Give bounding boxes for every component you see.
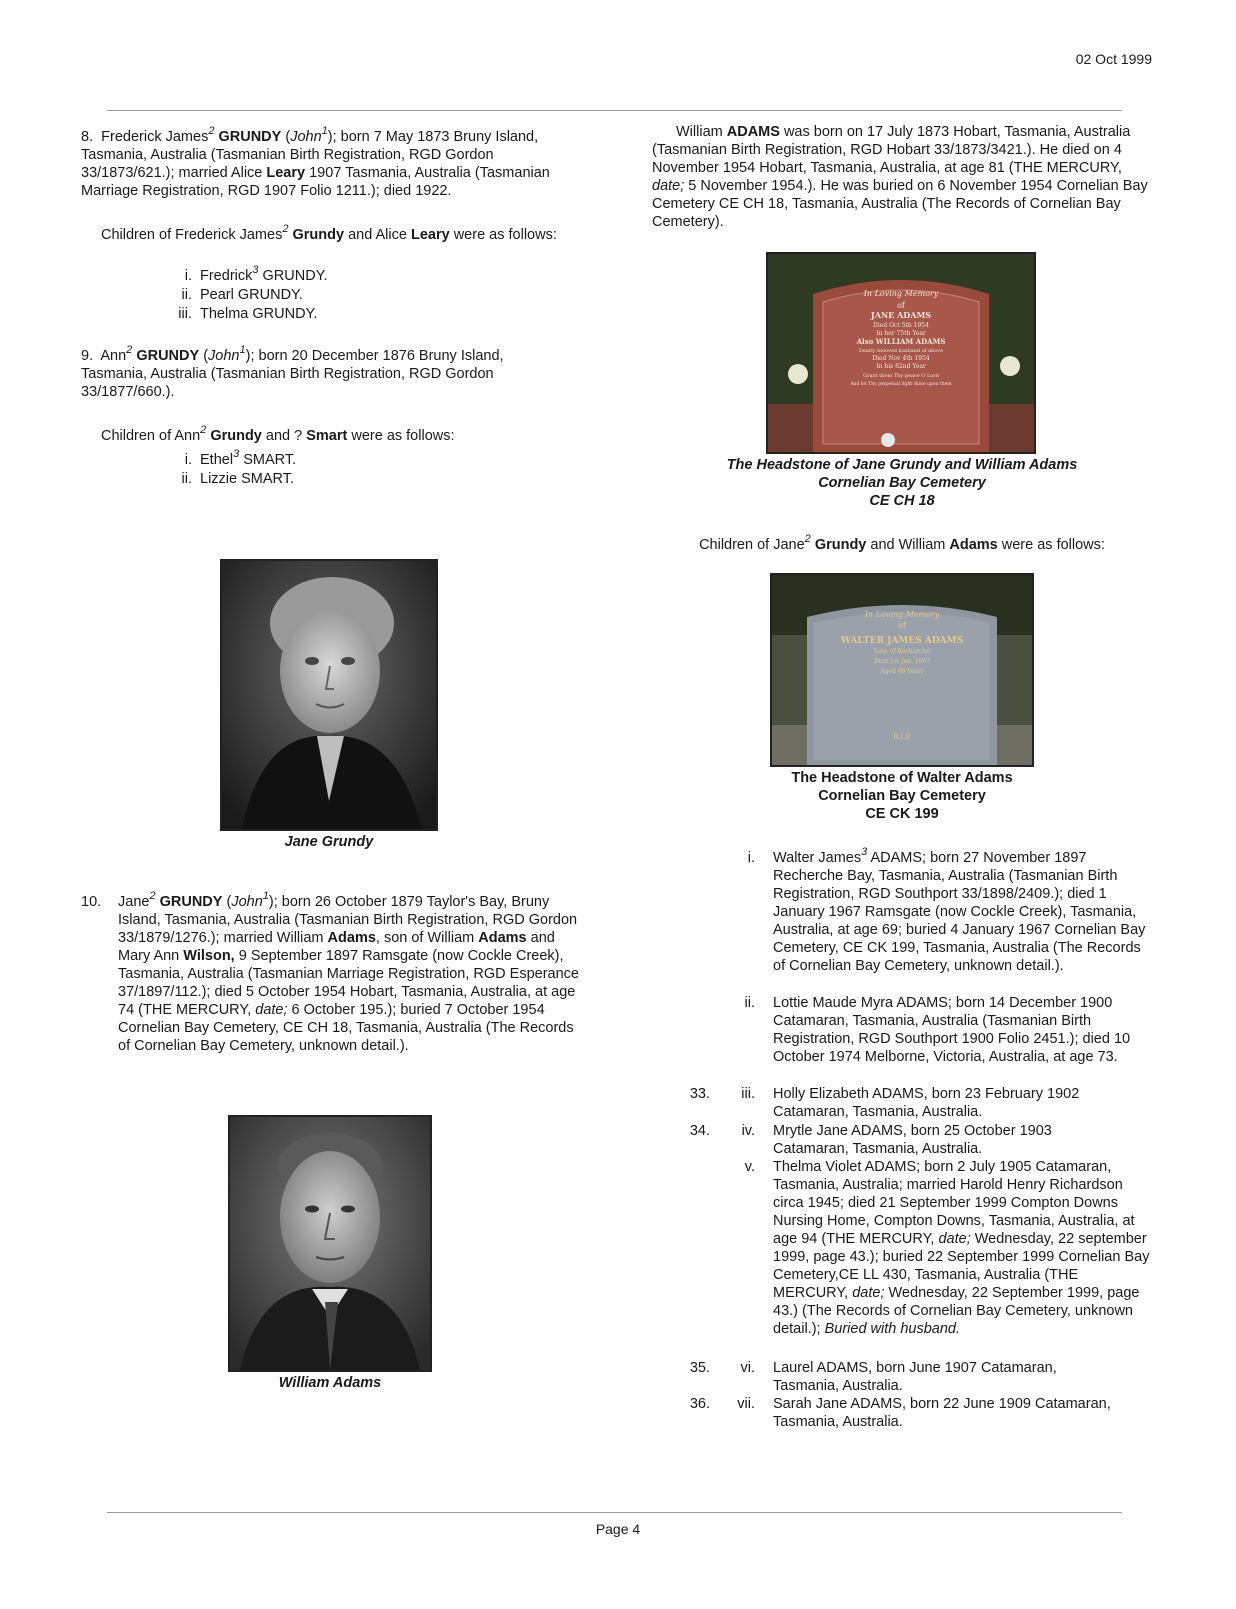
- william-adams-photo: [228, 1115, 432, 1372]
- portrait-woman-image: [222, 561, 436, 829]
- svg-text:WALTER JAMES ADAMS: WALTER JAMES ADAMS: [840, 636, 964, 646]
- william-adams-bio: William ADAMS was born on 17 July 1873 Hobart, Tasmania, Australia (Tasmanian Birth Registration, RGD Hobart 33/1873/3421.). He died on 4 November 1954 Hobart, Tasmania, Australia, at age 81 (THE MERCURY, date; 5 November 1954.). He was buried on 6 November 1954 Cornelian Bay Cemetery CE CH 18, Tasmania, Australia (The Records of Cornelian Bay Cemetery).: [652, 124, 1148, 230]
- portrait-man-image: [230, 1117, 430, 1370]
- headstone-jane-william-photo: [766, 252, 1036, 454]
- svg-text:Died Nov 4th 1954: Died Nov 4th 1954: [872, 355, 930, 362]
- svg-text:In her 75th Year: In her 75th Year: [876, 330, 926, 337]
- jane-grundy-caption: Jane Grundy: [284, 834, 374, 850]
- entry-8: 8. Frederick James$^2$ GRUNDY (John$^1$); born 7 May 1873 Bruny Island, Tasmania, Australia (Tasmanian Birth Registration, RGD Gordon 33/1873/621.); married Alice Leary 1907 Tasmania, Australia (Tasmanian Marriage Registration, RGD 1907 Folio 1211.); died 1922.: [81, 125, 550, 199]
- svg-text:Died Oct 5th 1954: Died Oct 5th 1954: [873, 322, 929, 329]
- entry-9: 9. Ann$^2$ GRUNDY (John$^1$); born 20 December 1876 Bruny Island, Tasmania, Australia (Tasmanian Birth Registration, RGD Gordon 33/1877/660.).: [81, 344, 504, 400]
- adams-children-intro: Children of Jane$^2$ Grundy and William Adams were as follows:: [699, 533, 1105, 553]
- entry-8-children-intro: Children of Frederick James$^2$ Grundy and Alice Leary were as follows:: [101, 223, 557, 243]
- svg-text:Also WILLIAM ADAMS: Also WILLIAM ADAMS: [856, 337, 946, 346]
- jane-grundy-photo: [220, 559, 438, 831]
- svg-text:In his 82nd Year: In his 82nd Year: [876, 363, 926, 370]
- headstone-image: [772, 575, 1032, 765]
- svg-text:of: of: [898, 621, 906, 630]
- child-text: Mrytle Jane ADAMS, born 25 October 1903 Catamaran, Tasmania, Australia.: [773, 1123, 1052, 1157]
- child-text: Laurel ADAMS, born June 1907 Catamaran, Tasmania, Australia.: [773, 1360, 1057, 1394]
- svg-text:R.I.P.: R.I.P.: [892, 733, 912, 741]
- child-text: Walter James$^3$ ADAMS; born 27 November 1897 Recherche Bay, Tasmania, Australia (Tasmanian Birth Registration, RGD Southport 33/1898/2409.); died 1 January 1967 Ramsgate (now Cockle Creek), Tasmania, Australia, at age 69; buried 4 January 1967 Cornelian Bay Cemetery, CE CK 199, Tasmania, Australia (The Records of Cornelian Bay Cemetery, unknown detail.).: [773, 846, 1146, 974]
- svg-text:In Loving Memory: In Loving Memory: [863, 289, 939, 298]
- svg-text:Dearly beloved husband of abov: Dearly beloved husband of above: [858, 348, 944, 354]
- child-text: Sarah Jane ADAMS, born 22 June 1909 Catamaran, Tasmania, Australia.: [773, 1396, 1111, 1430]
- child-text: Lottie Maude Myra ADAMS; born 14 December 1900 Catamaran, Tasmania, Australia (Tasmanian Birth Registration, RGD Southport 1900 Folio 2451.); died 10 October 1974 Melborne, Victoria, Australia, at age 73.: [773, 995, 1131, 1065]
- svg-text:Aged 69 Years: Aged 69 Years: [880, 668, 924, 675]
- footer-rule: [107, 1512, 1122, 1513]
- svg-text:Grant them Thy peace O Lord: Grant them Thy peace O Lord: [863, 373, 939, 379]
- headstone-walter-photo: [770, 573, 1034, 767]
- william-adams-caption: William Adams: [278, 1375, 382, 1391]
- svg-text:In Loving Memory: In Loving Memory: [864, 610, 940, 619]
- svg-text:Late of Recherche: Late of Recherche: [874, 648, 930, 655]
- child-text: Thelma Violet ADAMS; born 2 July 1905 Catamaran, Tasmania, Australia; married Harold Henry Richardson circa 1945; died 21 September 1999 Compton Downs Nursing Home, Compton Downs, Tasmania, Australia, at age 94 (THE MERCURY, date; Wednesday, 22 september 1999, page 43.); buried 22 September 1999 Cornelian Bay Cemetery,CE LL 430, Tasmania, Australia (THE MERCURY, date; Wednesday, 22 September 1999, page 43.) (The Records of Cornelian Bay Cemetery, unknown detail.); Buried with husband.: [773, 1159, 1150, 1337]
- adams-children-list: i. Walter James$^3$ ADAMS; born 27 November 1897 Recherche Bay, Tasmania, Australia (Tasmanian Birth Registration, RGD Southport 33/1898/2409.); died 1 January 1967 Ramsgate (now Cockle Creek), Tasmania, Australia, at age 69; buried 4 January 1967 Cornelian Bay Cemetery, CE CK 199, Tasmania, Australia (The Records of Cornelian Bay Cemetery, unknown detail.). ii. Lottie Maude Myra ADAMS; born 14 December 1900 Catamaran, Tasmania, Australia (Tasmanian Birth Registration, RGD Southport 1900 Folio 2451.); died 10 October 1974 Melborne, Victoria, Australia, at age 73. 33. iii. Holly Elizabeth ADAMS, born 23 February 1902 Catamaran, Tasmania, Australia. 34. iv. Mrytle Jane ADAMS, born 25 October 1903 Catamaran, Tasmania, Australia. v. Thelma Violet ADAMS; born 2 July 1905 Catamaran, Tasmania, Australia; married Harold Henry Richardson circa 1945; died 21 September 1999 Compton Downs Nursing Home, Compton Downs, Tasmania, Australia, at age 94 (THE MERCURY, date; Wednesday, 22 september 1999, page 43.); buried 22 September 1999 Cornelian Bay Cemetery,CE LL 430, Tasmania, Australia (THE MERCURY, date; Wednesday, 22 September 1999, page 43.) (The Records of Cornelian Bay Cemetery, unknown detail.); Buried with husband. 35. vi. Laurel ADAMS, born June 1907 Catamaran, Tasmania, Australia. 36. vii. Sarah Jane ADAMS, born 22 June 1909 Catamaran, Tasmania, Australia.: [680, 849, 1160, 1449]
- headstone-image: [768, 254, 1034, 452]
- svg-text:Died 1st Jan. 1967: Died 1st Jan. 1967: [873, 658, 931, 665]
- svg-text:And let Thy perpetual light sh: And let Thy perpetual light shine upon them: [850, 382, 952, 387]
- header-rule: [107, 110, 1122, 111]
- child-text: Holly Elizabeth ADAMS, born 23 February 1902 Catamaran, Tasmania, Australia.: [773, 1086, 1080, 1120]
- entry-9-children-intro: Children of Ann$^2$ Grundy and ? Smart were as follows:: [101, 424, 455, 444]
- svg-text:of: of: [897, 301, 905, 310]
- svg-text:JANE ADAMS: JANE ADAMS: [870, 310, 932, 320]
- page-number: Page 4: [595, 1521, 641, 1537]
- headstone-jane-william-caption: The Headstone of Jane Grundy and William Adams Cornelian Bay Cemetery CE CH 18: [726, 457, 1078, 509]
- page-date: 02 Oct 1999: [1075, 51, 1152, 67]
- headstone-walter-caption: The Headstone of Walter Adams Cornelian Bay Cemetery CE CK 199: [791, 770, 1013, 822]
